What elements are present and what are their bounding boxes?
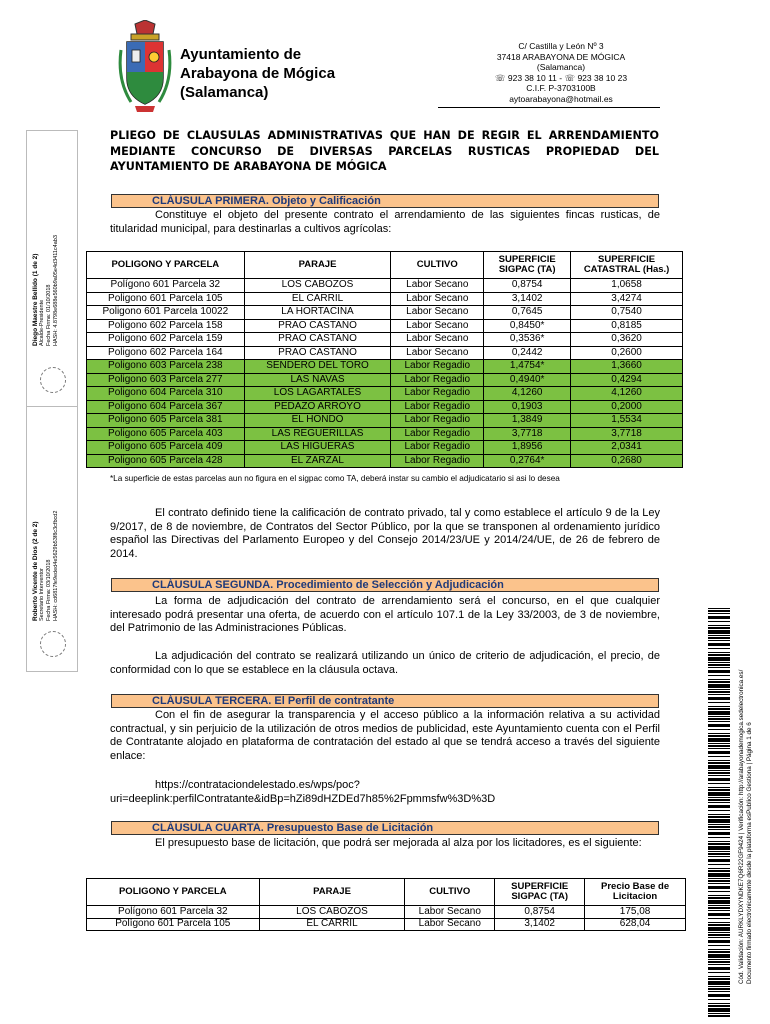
table-row — [87, 387, 683, 401]
table-cell: PEDAZO ARROYO — [244, 400, 391, 414]
table-cell: 175,08 — [585, 906, 686, 919]
table-row — [87, 918, 686, 931]
barcode-bar — [708, 735, 730, 737]
barcode-bar — [708, 762, 730, 764]
barcode-bar — [708, 972, 730, 973]
table-cell: 3,4274 — [571, 292, 683, 306]
table-header-row — [87, 252, 683, 279]
table-cell: Poligono 601 Parcela 10022 — [87, 306, 245, 320]
table-cell: Labor Regadio — [391, 454, 484, 468]
barcode-bar — [708, 616, 730, 619]
barcode-bar — [708, 870, 730, 872]
signature-block-2 — [27, 421, 77, 670]
barcode-bar — [708, 986, 730, 987]
barcode-bar — [708, 897, 730, 899]
table-cell: Labor Regadio — [391, 387, 484, 401]
barcode-bar — [708, 937, 730, 938]
table-cell: Labor Secano — [391, 319, 484, 333]
table-cell: 3,1402 — [484, 292, 571, 306]
barcode-bar — [708, 664, 730, 666]
barcode-bar — [708, 856, 730, 857]
barcode-bar — [708, 708, 730, 710]
barcode-bar — [708, 643, 730, 646]
table-cell: Poligono 605 Parcela 381 — [87, 414, 245, 428]
barcode-bar — [708, 783, 730, 784]
barcode-bar — [708, 770, 730, 771]
barcode-bar — [708, 670, 730, 673]
contact-province: (Salamanca) — [536, 62, 586, 72]
barcode-bar — [708, 721, 730, 722]
barcode-bar — [708, 816, 730, 818]
barcode-bar — [708, 711, 730, 715]
signer-2-date: Fecha Firma: 03/10/2018 — [46, 559, 52, 621]
barcode-bar — [708, 883, 730, 884]
org-line-3: (Salamanca) — [180, 84, 269, 101]
barcode-bar — [708, 743, 730, 744]
verification-line-2: Documento firmado electrónicamente desde la plataforma esPublico Gestiona | Página 1 de 6 — [746, 722, 753, 984]
barcode-bar — [708, 637, 730, 639]
signature-block-1 — [27, 131, 77, 407]
barcode-bar — [708, 627, 730, 629]
table-cell: Poligono 605 Parcela 428 — [87, 454, 245, 468]
barcode-bar — [708, 760, 730, 761]
contact-postal: 37418 ARABAYONA DE MÓGICA — [496, 51, 626, 62]
header-rule — [438, 107, 660, 108]
barcode-bar — [708, 689, 730, 690]
table-row — [87, 414, 683, 428]
table-cell: PRAO CASTAÑO — [244, 319, 391, 333]
table-cell: 0,4940* — [484, 373, 571, 387]
table-cell: 0,2680 — [571, 454, 683, 468]
barcode-bar — [708, 932, 730, 933]
barcode-bar — [708, 878, 730, 879]
table-row — [87, 441, 683, 455]
barcode-bar — [708, 967, 730, 970]
barcode-bar — [708, 922, 730, 923]
table-cell: LAS HIGUERAS — [244, 441, 391, 455]
table-cell: 0,7645 — [484, 306, 571, 320]
barcode-bar — [708, 640, 730, 641]
barcode-bar — [708, 675, 730, 676]
org-line-2: Arabayona de Mógica — [180, 65, 336, 82]
barcode-bar — [708, 797, 730, 798]
table-cell: Polígono 601 Parcela 32 — [87, 906, 260, 919]
clause-2-paragraph-2: La adjudicación del contrato se realizará utilizando un único de criterio de adjudicación, el precio, de conformidad con lo que se establece en la cláusula octava. — [110, 650, 660, 676]
table-header-row — [87, 879, 686, 906]
table-cell: Poligono 605 Parcela 409 — [87, 441, 245, 455]
barcode-bar — [708, 679, 730, 680]
table-cell: 0,8185 — [571, 319, 683, 333]
table-cell: Poligono 603 Parcela 277 — [87, 373, 245, 387]
barcode-bar — [708, 954, 730, 958]
signer-1-hash: HASH: 4.8798e688e560b9a05e4d3411c4ab3 — [53, 235, 59, 346]
barcode-bar — [708, 819, 730, 823]
clause-2-paragraph-1: La forma de adjudicación del contrato de arrendamiento será el concurso, en el que cualquier interesado podrá presentar una oferta, de acuerdo con el artículo 107.1 de la Ley 33/2003, de 3 de noviembre, del Patrimonio de las Administraciones Públicas. — [110, 595, 660, 634]
clause-4-paragraph: El presupuesto base de licitación, que podrá ser mejorada al alza por los licitadores, es el siguiente: — [155, 837, 642, 849]
col-header: PARAJE — [244, 252, 391, 279]
barcode-bar — [708, 913, 730, 916]
barcode-bar — [708, 724, 730, 727]
barcode-bar — [708, 684, 730, 688]
table-row — [87, 400, 683, 414]
col-header: CULTIVO — [405, 879, 495, 906]
barcode-bar — [708, 864, 730, 865]
table-cell: Poligono 604 Parcela 310 — [87, 387, 245, 401]
table-cell: 0,7540 — [571, 306, 683, 320]
table-cell: 0,2442 — [484, 346, 571, 360]
barcode-bar — [708, 934, 730, 936]
barcode-bar — [708, 733, 730, 734]
signer-1-role: Alcalde-Presidente — [39, 299, 45, 346]
table-cell: 1,4754* — [484, 360, 571, 374]
verification-line-1: Cód. Validación: AURKLYDXYNDKE7Q6R22GF9424 | Verificación: http://arabayonademogica.sedelectronica.es/ — [738, 669, 745, 984]
table-cell: LOS LAGARTALES — [244, 387, 391, 401]
table-cell: Polígono 601 Parcela 105 — [87, 918, 260, 931]
barcode-bar — [708, 886, 730, 889]
barcode-bar — [708, 868, 730, 869]
barcode-bar — [708, 772, 730, 774]
table-row — [87, 306, 683, 320]
barcode-bar — [708, 924, 730, 926]
barcode-bar — [708, 895, 730, 896]
barcode-bar — [708, 837, 730, 838]
table-cell: Labor Regadio — [391, 441, 484, 455]
table-cell: Labor Regadio — [391, 414, 484, 428]
barcode-bar — [708, 702, 730, 703]
barcode-bar — [708, 951, 730, 953]
footnote: *La superficie de estas parcelas aun no figura en el sigpac como TA, deberá instar su cambio el adjudicatario si asi lo desea — [110, 474, 560, 483]
barcode-bar — [708, 630, 730, 634]
barcode-bar — [708, 1005, 730, 1007]
signer-1-name: Diego Maestre Bellido (1 de 2) — [32, 253, 39, 346]
table-row — [87, 333, 683, 347]
barcode-bar — [708, 608, 730, 609]
parcels-table — [86, 251, 683, 468]
table-cell: 0,3536* — [484, 333, 571, 347]
barcode-bar — [708, 907, 730, 909]
barcode-bar — [708, 851, 730, 852]
barcode-bar — [708, 621, 730, 622]
col-header: Precio Base de Licitacion — [585, 879, 686, 906]
barcode-bar — [708, 667, 730, 668]
table-cell: 0,8754 — [495, 906, 585, 919]
barcode-bar — [708, 697, 730, 700]
barcode-bar — [708, 681, 730, 683]
table-cell: 1,5534 — [571, 414, 683, 428]
barcode-bar — [708, 729, 730, 730]
signature-seal-icon — [40, 367, 66, 393]
table-cell: 0,4294 — [571, 373, 683, 387]
barcode-bar — [708, 945, 730, 946]
barcode-bar — [708, 648, 730, 649]
barcode-bar — [708, 961, 730, 963]
barcode-bar — [708, 799, 730, 801]
barcode-bar — [708, 654, 730, 656]
barcode-bar — [708, 613, 730, 614]
table-cell: Poligono 601 Parcela 105 — [87, 292, 245, 306]
table-cell: 1,3660 — [571, 360, 683, 374]
contact-phone: ☏ 923 38 10 11 - ☏ 923 38 10 23 — [494, 72, 628, 83]
clause-4-heading: CLÁUSULA CUARTA. Presupuesto Base de Licitación — [111, 821, 659, 835]
table-row — [87, 279, 683, 293]
table-row — [87, 906, 686, 919]
barcode-bar — [708, 706, 730, 707]
barcode-bar — [708, 718, 730, 720]
table-cell: 3,7718 — [484, 427, 571, 441]
table-cell: Labor Secano — [405, 918, 495, 931]
table-cell: Labor Secano — [391, 306, 484, 320]
barcode-bar — [708, 880, 730, 882]
municipal-crest-logo — [117, 20, 173, 114]
clause-1-heading: CLÁUSULA PRIMERA. Objeto y Calificación — [111, 194, 659, 208]
barcode-bar — [708, 927, 730, 931]
table-cell: Poligono 603 Parcela 238 — [87, 360, 245, 374]
signer-2-hash: HASH: cd6817fe9eded4e5629b53f8c3cfbcd2 — [53, 510, 59, 621]
table-cell: 4,1260 — [571, 387, 683, 401]
barcode-bar — [708, 918, 730, 919]
table-cell: Labor Secano — [405, 906, 495, 919]
clause-1-intro: Constituye el objeto del presente contrato el arrendamiento de las siguientes fincas rusticas, de titularidad municipal, para destinarlas a cultivos agrícolas: — [110, 209, 660, 235]
barcode-bar — [708, 1008, 730, 1012]
contact-block — [438, 41, 684, 104]
table-cell: Polígono 601 Parcela 32 — [87, 279, 245, 293]
barcode-bar — [708, 964, 730, 965]
col-header: SUPERFICIE SIGPAC (TA) — [484, 252, 571, 279]
clause-2-heading: CLÁUSULA SEGUNDA. Procedimiento de Selección y Adjudicación — [111, 578, 659, 592]
table-cell: 0,1903 — [484, 400, 571, 414]
table-cell: EL CARRIL — [244, 292, 391, 306]
table-cell: EL HONDO — [244, 414, 391, 428]
barcode-bar — [708, 988, 730, 990]
barcode-bar — [708, 657, 730, 661]
col-header: POLIGONO Y PARCELA — [87, 879, 260, 906]
barcode-bar — [708, 805, 730, 808]
table-cell: LOS CABOZOS — [244, 279, 391, 293]
perfil-url-line-1[interactable]: https://contrataciondelestado.es/wps/poc? — [155, 779, 360, 791]
barcode-bar — [708, 832, 730, 835]
table-cell: LAS NAVAS — [244, 373, 391, 387]
table-cell: 3,7718 — [571, 427, 683, 441]
table-cell: 1,3849 — [484, 414, 571, 428]
table-cell: PRAO CASTAÑO — [244, 333, 391, 347]
table-cell: Labor Regadio — [391, 427, 484, 441]
barcode-bar — [708, 824, 730, 825]
barcode-bar — [708, 765, 730, 769]
barcode-bar — [708, 900, 730, 904]
clause-3-paragraph: Con el fin de asegurar la transparencia y el acceso público a la información relativa a su actividad contractual, y sin perjuicio de la utilización de otros medios de publicidad, este Ayuntamiento cuenta con el Perfil de Contratante alojado en plataforma de contratación del estado al que se tendrá acceso a través del siguiente enlace: — [110, 709, 660, 762]
table-cell: Labor Regadio — [391, 373, 484, 387]
table-cell: 2,0341 — [571, 441, 683, 455]
verification-text — [738, 670, 754, 984]
barcode-bar — [708, 959, 730, 960]
table-cell: 628,04 — [585, 918, 686, 931]
signature-strip — [26, 130, 78, 672]
contact-email: aytoarabayona@hotmail.es — [509, 93, 613, 104]
barcode-bar — [708, 789, 730, 791]
barcode-bar — [708, 814, 730, 815]
perfil-url-line-2[interactable]: uri=deeplink:perfilContratante&idBp=hZi89dHZDEd7h85%2Fpmmsfw%3D%3D — [110, 793, 496, 805]
barcode-bar — [708, 802, 730, 803]
table-cell: Labor Regadio — [391, 400, 484, 414]
barcode-bar — [708, 1015, 730, 1017]
table-row — [87, 319, 683, 333]
barcode-bar — [708, 826, 730, 828]
contact-cif: C.I.F. P-3703100B — [526, 83, 596, 93]
barcode-bar — [708, 991, 730, 992]
table-cell: Labor Regadio — [391, 360, 484, 374]
table-cell: EL ZARZAL — [244, 454, 391, 468]
barcode-bar — [708, 1013, 730, 1014]
org-line-1: Ayuntamiento de — [180, 46, 302, 63]
barcode-bar — [708, 792, 730, 796]
table-cell: 0,8450* — [484, 319, 571, 333]
validation-barcode — [708, 608, 730, 1018]
signer-2-role: Secretario Interventor — [39, 568, 45, 621]
table-cell: 0,2000 — [571, 400, 683, 414]
table-cell: 1,8956 — [484, 441, 571, 455]
table-cell: Poligono 602 Parcela 164 — [87, 346, 245, 360]
barcode-bar — [708, 981, 730, 985]
signature-seal-icon — [40, 631, 66, 657]
barcode-bar — [708, 978, 730, 980]
barcode-bar — [708, 859, 730, 862]
table-cell: 4,1260 — [484, 387, 571, 401]
table-cell: Poligono 605 Parcela 403 — [87, 427, 245, 441]
table-cell: PRAO CASTAÑO — [244, 346, 391, 360]
barcode-bar — [708, 662, 730, 663]
barcode-bar — [708, 853, 730, 855]
barcode-bar — [708, 691, 730, 693]
barcode-bar — [708, 625, 730, 626]
table-row — [87, 292, 683, 306]
contact-address: C/ Castilla y León Nº 3 — [518, 41, 604, 51]
table-cell: Poligono 602 Parcela 159 — [87, 333, 245, 347]
barcode-bar — [708, 949, 730, 950]
barcode-bar — [708, 891, 730, 892]
barcode-bar — [708, 652, 730, 653]
barcode-bar — [708, 994, 730, 997]
table-cell: Poligono 604 Parcela 367 — [87, 400, 245, 414]
barcode-bar — [708, 841, 730, 842]
barcode-bar — [708, 846, 730, 850]
table-cell: 0,2764* — [484, 454, 571, 468]
table-row — [87, 373, 683, 387]
barcode-bar — [708, 635, 730, 636]
clause-3-heading: CLÁUSULA TERCERA. El Perfil de contratante — [111, 694, 659, 708]
organization-name — [180, 45, 335, 102]
col-header: PARAJE — [259, 879, 405, 906]
table-cell: LOS CABOZOS — [259, 906, 405, 919]
barcode-bar — [708, 738, 730, 742]
barcode-bar — [708, 843, 730, 845]
signer-2-name: Roberto Vicente de Dios (2 de 2) — [32, 521, 39, 621]
document-title: PLIEGO DE CLAUSULAS ADMINISTRATIVAS QUE HAN DE REGIR EL ARRENDAMIENTO MEDIANTE CONCURSO DE DIVERSAS PARCELAS RUSTICAS PROPIEDAD DEL AYUNTAMIENTO DE ARABAYONA DE MÓGICA — [110, 129, 659, 173]
table-cell: Labor Secano — [391, 346, 484, 360]
barcode-bar — [708, 716, 730, 717]
table-row — [87, 427, 683, 441]
barcode-bar — [708, 940, 730, 943]
table-cell: Poligono 602 Parcela 158 — [87, 319, 245, 333]
table-cell: 1,0658 — [571, 279, 683, 293]
barcode-bar — [708, 775, 730, 776]
barcode-bar — [708, 778, 730, 781]
barcode-bar — [708, 905, 730, 906]
col-header: POLIGONO Y PARCELA — [87, 252, 245, 279]
barcode-bar — [708, 810, 730, 811]
barcode-bar — [708, 873, 730, 877]
barcode-bar — [708, 1003, 730, 1004]
table-cell: EL CARRIL — [259, 918, 405, 931]
budget-table — [86, 878, 686, 931]
table-cell: Labor Secano — [391, 333, 484, 347]
barcode-bar — [708, 999, 730, 1000]
table-cell: Labor Secano — [391, 279, 484, 293]
table-cell: Labor Secano — [391, 292, 484, 306]
table-row — [87, 360, 683, 374]
barcode-bar — [708, 787, 730, 788]
signer-1-date: Fecha Firma: 01/10/2018 — [46, 284, 52, 346]
table-cell: 3,1402 — [495, 918, 585, 931]
barcode-bar — [708, 910, 730, 911]
barcode-bar — [708, 976, 730, 977]
col-header: CULTIVO — [391, 252, 484, 279]
clause-1-paragraph: El contrato definido tiene la calificación de contrato privado, tal y como establece el artículo 9 de la Ley 9/2017, de 8 de noviembre, de Contratos del Sector Público, por la que se transponen al ordenamiento jurídico español las Directivas del Parlamento Europeo y del Consejo 2014/23/UE y 2014/24/UE, de 26 de febrero de 2014. — [110, 507, 660, 560]
table-row — [87, 346, 683, 360]
table-cell: SENDERO DEL TORO — [244, 360, 391, 374]
table-row — [87, 454, 683, 468]
barcode-bar — [708, 756, 730, 757]
col-header: SUPERFICIE CATASTRAL (Has.) — [571, 252, 683, 279]
table-cell: 0,8754 — [484, 279, 571, 293]
barcode-bar — [708, 745, 730, 747]
barcode-bar — [708, 748, 730, 749]
barcode-bar — [708, 829, 730, 830]
table-cell: 0,3620 — [571, 333, 683, 347]
barcode-bar — [708, 694, 730, 695]
table-cell: 0,2600 — [571, 346, 683, 360]
table-cell: LA HORTACINA — [244, 306, 391, 320]
barcode-bar — [708, 610, 730, 612]
table-cell: LAS REGUERILLAS — [244, 427, 391, 441]
barcode-bar — [708, 751, 730, 754]
col-header: SUPERFICIE SIGPAC (TA) — [495, 879, 585, 906]
